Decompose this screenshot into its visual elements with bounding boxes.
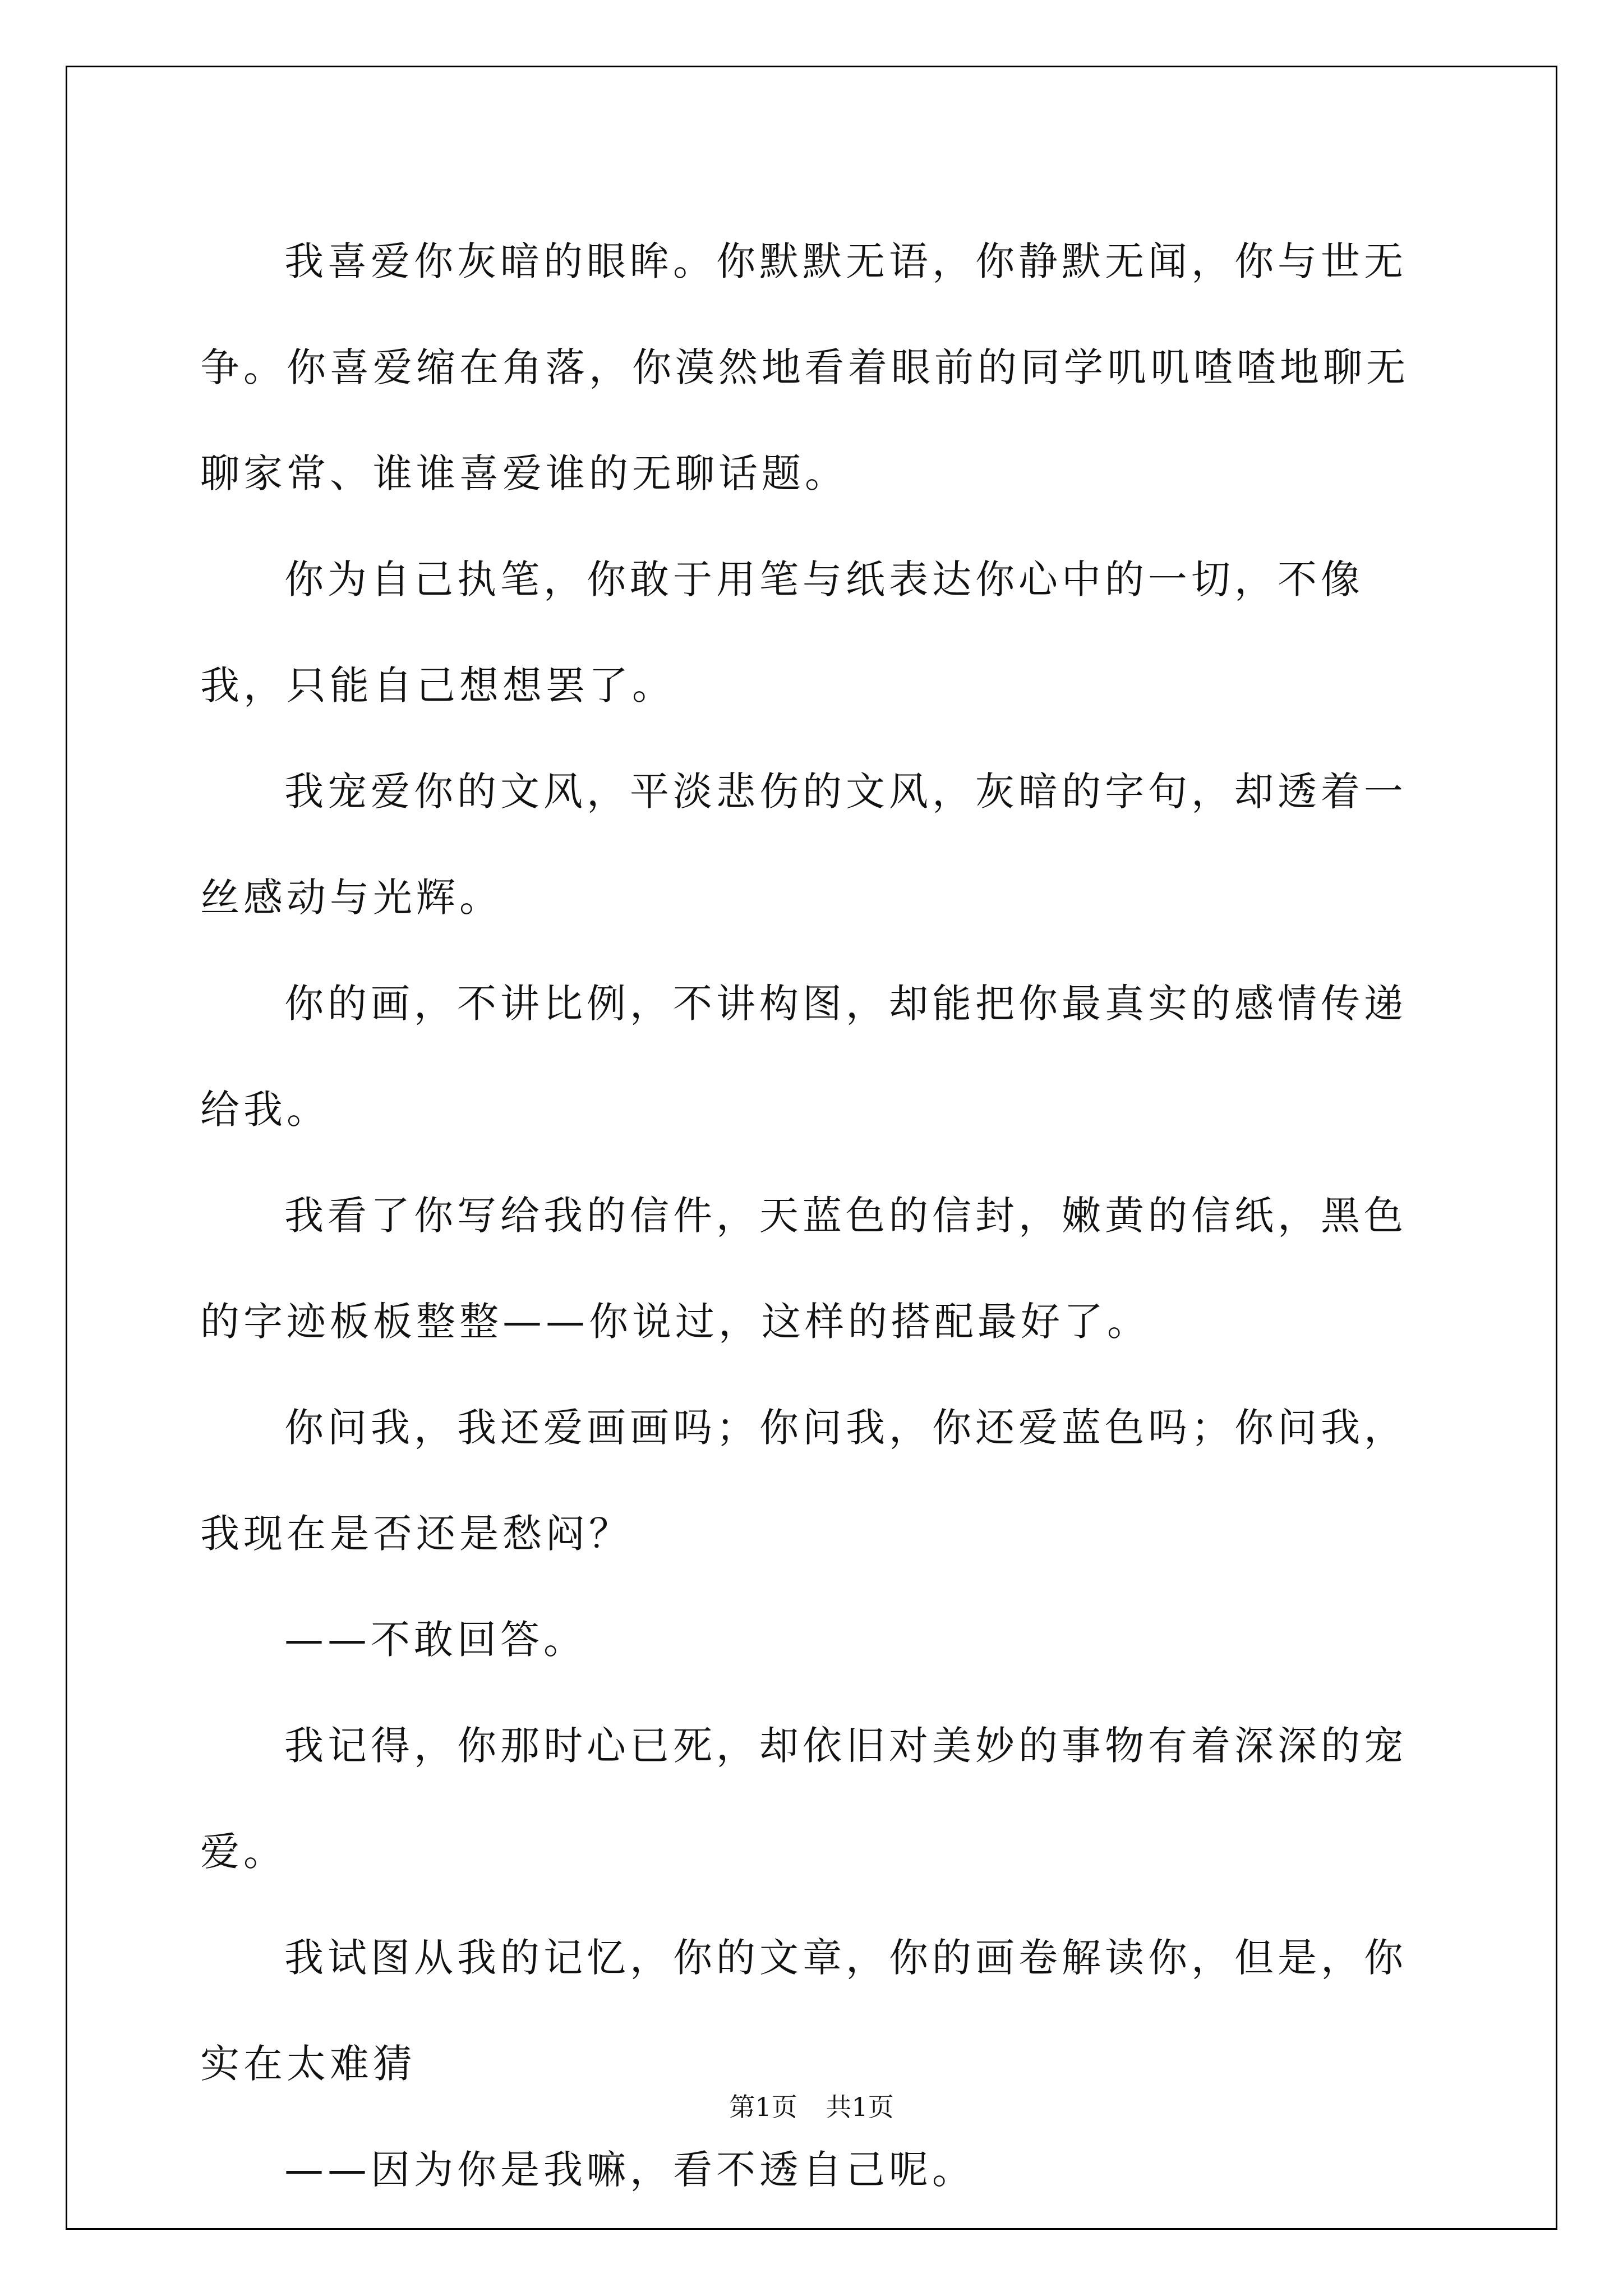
page-number-total: 共1页 xyxy=(826,2092,894,2122)
paragraph-4: 你的画，不讲比例，不讲构图，却能把你最真实的感情传递给我。 xyxy=(200,981,1407,1133)
paragraph-5: 我看了你写给我的信件，天蓝色的信封，嫩黄的信纸，黑色的字迹板板整整——你说过，这样的搭配最好了。 xyxy=(200,1193,1407,1345)
paragraph-1: 我喜爱你灰暗的眼眸。你默默无语，你静默无闻，你与世无争。你喜爱缩在角落，你漠然地看着眼前的同学叽叽喳喳地聊无聊家常、谁谁喜爱谁的无聊话题。 xyxy=(200,238,1409,496)
paragraph-8: 我记得，你那时心已死，却依旧对美妙的事物有着深深的宠爱。 xyxy=(200,1723,1407,1875)
paragraph-3: 我宠爱你的文风，平淡悲伤的文风，灰暗的字句，却透着一丝感动与光辉。 xyxy=(200,769,1407,921)
paragraph-2: 你为自己执笔，你敢于用笔与纸表达你心中的一切，不像我，只能自己想想罢了。 xyxy=(200,556,1364,708)
page-footer xyxy=(0,2087,1623,2124)
paragraph-9: 我试图从我的记忆，你的文章，你的画卷解读你，但是，你实在太难猜 xyxy=(200,1935,1407,2087)
page-number-current: 第1页 xyxy=(729,2092,797,2122)
paragraph-10: ——因为你是我嘛，看不透自己呢。 xyxy=(284,2147,975,2193)
document-body xyxy=(200,209,1423,2223)
paragraph-6: 你问我，我还爱画画吗；你问我，你还爱蓝色吗；你问我，我现在是否还是愁闷？ xyxy=(200,1405,1407,1557)
paragraph-7: ——不敢回答。 xyxy=(284,1617,587,1663)
